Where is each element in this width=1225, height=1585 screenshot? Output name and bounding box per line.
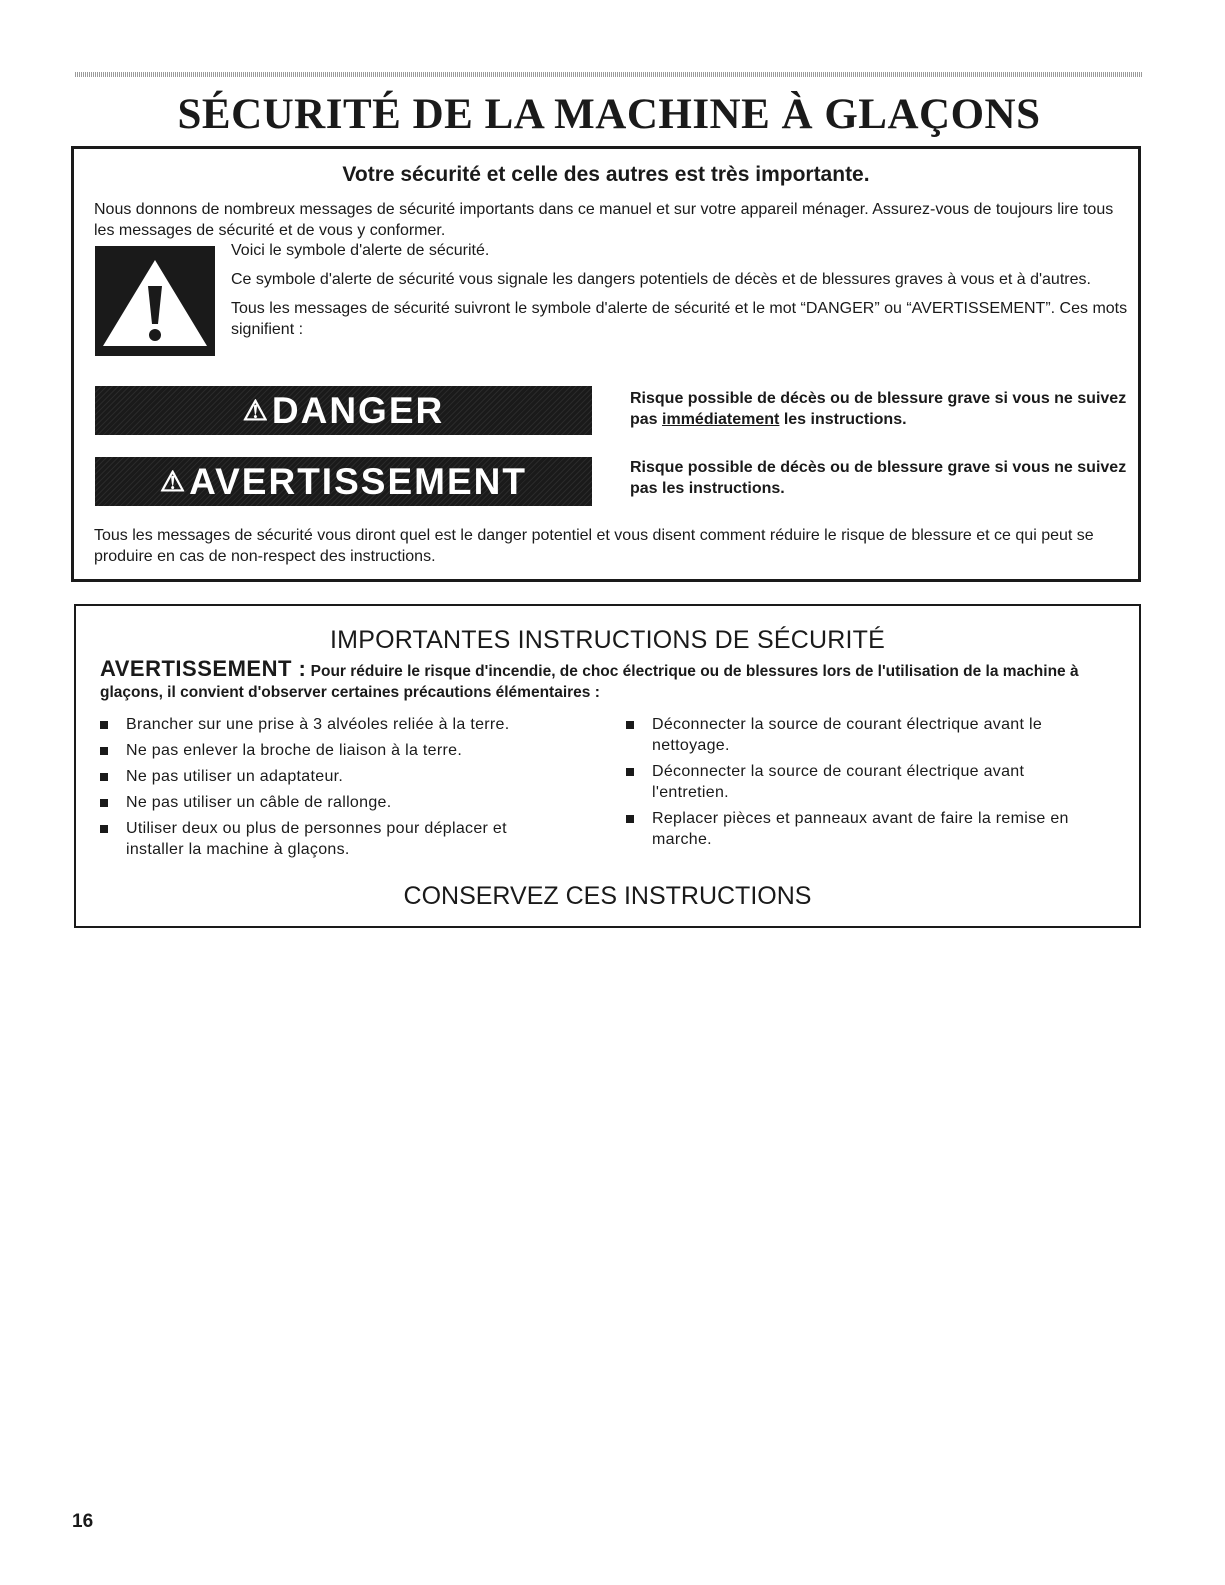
safety-box-heading: Votre sécurité et celle des autres est très importante. xyxy=(342,163,870,186)
warning-definition: Risque possible de décès ou de blessure grave si vous ne suivez pas les instructions. xyxy=(630,459,1127,497)
page-number: 16 xyxy=(72,1511,94,1532)
list-item-text: Déconnecter la source de courant électrique avant l'entretien. xyxy=(652,763,1025,801)
important-instructions-box xyxy=(74,604,1141,928)
bullet-icon xyxy=(100,825,108,833)
bullet-icon xyxy=(626,768,634,776)
bullet-icon xyxy=(100,773,108,781)
warning-triangle-icon xyxy=(95,246,215,356)
warning-keyword: AVERTISSEMENT : xyxy=(100,656,307,681)
safety-intro: Nous donnons de nombreux messages de sécurité importants dans ce manuel et sur votre appareil ménager. Assurez-vous de toujours lire tous les messages de sécurité et de vous y conformer. xyxy=(94,201,1114,239)
alert-symbol-explanation xyxy=(231,240,1131,348)
list-item xyxy=(98,818,568,860)
danger-banner xyxy=(95,386,592,435)
alert-line: Ce symbole d'alerte de sécurité vous signale les dangers potentiels de décès et de blessures graves à vous et à d'autres. xyxy=(231,271,1091,288)
danger-text: Risque possible de décès ou de blessure grave si vous ne suivez pas xyxy=(630,390,1127,428)
list-item xyxy=(624,808,1094,850)
danger-label: DANGER xyxy=(271,389,445,431)
safety-closing: Tous les messages de sécurité vous diront quel est le danger potentiel et vous disent comment réduire le risque de blessure et ce qui peut se produire en cas de non-respect des instructions. xyxy=(94,527,1094,565)
alert-triangle-icon: ⚠ xyxy=(160,466,188,497)
list-item-text: Ne pas utiliser un adaptateur. xyxy=(126,768,344,785)
list-item-text: Replacer pièces et panneaux avant de faire la remise en marche. xyxy=(652,810,1069,848)
instructions-list-left xyxy=(98,714,568,865)
alert-line: Voici le symbole d'alerte de sécurité. xyxy=(231,242,490,259)
list-item xyxy=(98,766,568,787)
instructions-warning xyxy=(100,658,1110,703)
bullet-icon xyxy=(626,721,634,729)
warning-banner xyxy=(95,457,592,506)
bullet-icon xyxy=(100,721,108,729)
list-item-text: Utiliser deux ou plus de personnes pour déplacer et installer la machine à glaçons. xyxy=(126,820,507,858)
bullet-icon xyxy=(100,747,108,755)
warning-text: Pour réduire le risque d'incendie, de choc électrique ou de blessures lors de l'utilisation de la machine à glaçons, il convient d'observer certaines précautions élémentaires : xyxy=(100,663,1079,701)
list-item xyxy=(624,714,1094,756)
list-item-text: Ne pas utiliser un câble de rallonge. xyxy=(126,794,392,811)
bullet-icon xyxy=(626,815,634,823)
save-instructions-heading: CONSERVEZ CES INSTRUCTIONS xyxy=(403,882,812,910)
bullet-icon xyxy=(100,799,108,807)
list-item xyxy=(98,740,568,761)
list-item-text: Déconnecter la source de courant électrique avant le nettoyage. xyxy=(652,716,1043,754)
list-item-text: Brancher sur une prise à 3 alvéoles reliée à la terre. xyxy=(126,716,510,733)
list-item-text: Ne pas enlever la broche de liaison à la terre. xyxy=(126,742,463,759)
danger-emphasis: immédiatement xyxy=(662,411,780,428)
list-item xyxy=(624,761,1094,803)
top-rule xyxy=(75,72,1143,77)
page-title: SÉCURITÉ DE LA MACHINE À GLAÇONS xyxy=(177,91,1041,138)
danger-text-end: les instructions. xyxy=(779,411,907,428)
danger-definition xyxy=(630,388,1130,430)
alert-line: Tous les messages de sécurité suivront le symbole d'alerte de sécurité et le mot “DANGER” ou “AVERTISSEMENT”. Ces mots signifient : xyxy=(231,300,1128,338)
safety-message-box xyxy=(71,146,1141,582)
list-item xyxy=(98,792,568,813)
list-item xyxy=(98,714,568,735)
instructions-heading: IMPORTANTES INSTRUCTIONS DE SÉCURITÉ xyxy=(330,626,885,654)
instructions-list-right xyxy=(624,714,1094,855)
alert-triangle-icon: ⚠ xyxy=(242,395,270,426)
warning-label: AVERTISSEMENT xyxy=(189,460,527,502)
